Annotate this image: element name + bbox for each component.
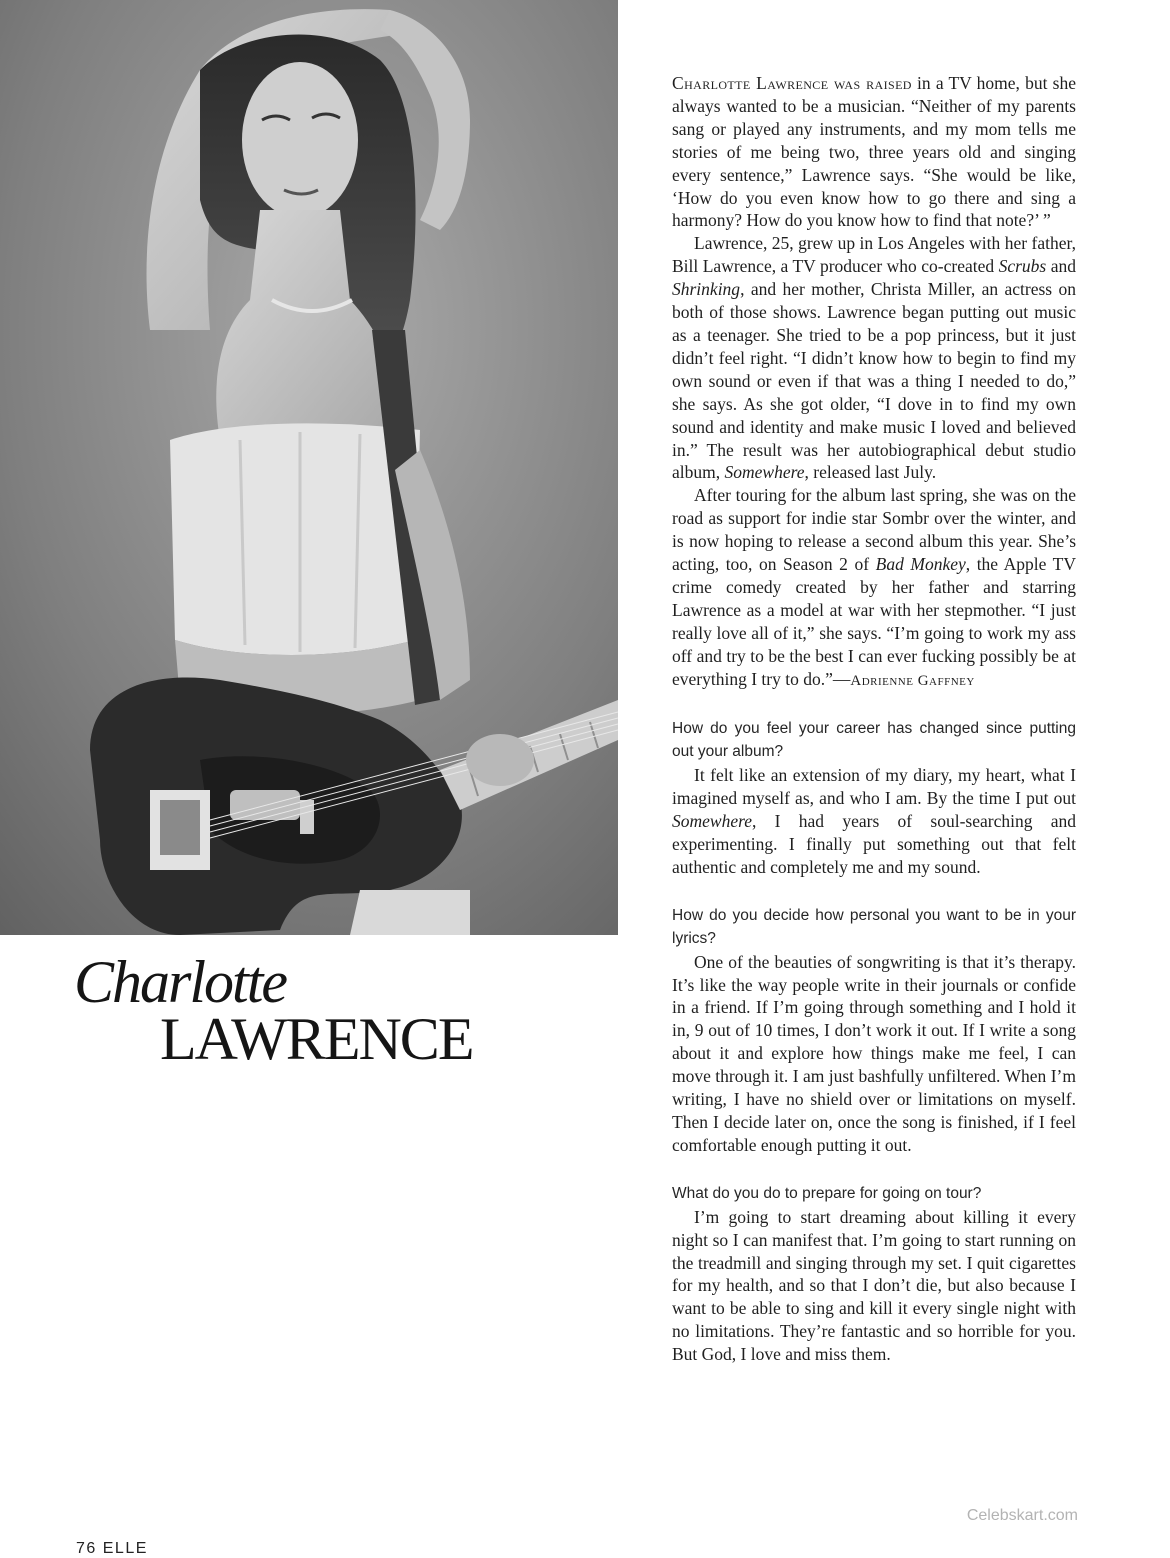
background-text-1: Lawrence, 25, grew up in Los Angeles with her father, Bill Lawrence, a TV producer who co-created — [672, 233, 1076, 277]
qa-block-2 — [672, 905, 1076, 1157]
touring-text-2: , the Apple TV crime comedy created by her father and starring Lawrence as a model at war with her stepmother. “I just really love all of it,” she says. “I’m going to work my ass off and try to be the best I can ever fucking possibly be at everything I try to do.”— — [672, 554, 1077, 689]
qa-block-1 — [672, 718, 1076, 878]
answer-2: One of the beauties of songwriting is that it’s therapy. It’s like the way people write in their journals or confide in a friend. If I’m going through something and I hold it in, 9 out of 10 times, I don’t work it out. If I write a song about it and explore how things make me feel, I can move through it. I am just bashfully unfiltered. When I’m writing, I have no shield over or limitations on myself. Then I decide later on, once the song is finished, if I feel comfortable enough putting it out. — [672, 951, 1076, 1155]
headline-last-name: LAWRENCE — [160, 1006, 473, 1072]
byline: Adrienne Gaffney — [850, 672, 975, 689]
album-title: Somewhere — [724, 462, 805, 483]
answer-1-album-title: Somewhere — [672, 811, 753, 832]
background-text-4: , released last July. — [804, 462, 937, 483]
question-2: How do you decide how personal you want to be in your lyrics? — [672, 906, 1076, 947]
answer-1-text-1: It felt like an extension of my diary, my heart, what I imagined myself as, and who I am. By the time I put out — [672, 765, 1076, 809]
background-paragraph — [672, 232, 1076, 484]
lead-in-smallcaps: Charlotte Lawrence was raised — [672, 73, 912, 93]
show-title-bad-monkey: Bad Monkey — [875, 554, 966, 575]
intro-paragraph — [672, 72, 1076, 232]
touring-text-1: After touring for the album last spring, she was on the road as support for indie star Sombr over the winter, and is now hoping to release a second album this year. She’s acting, too, on Season 2 of — [672, 485, 1076, 575]
page-folio: 76 ELLE — [76, 1540, 148, 1557]
watermark: Celebskart.com — [966, 1507, 1078, 1524]
headline-first-name: Charlotte — [74, 949, 287, 1015]
intro-text: in a TV home, but she always wanted to be a musician. “Neither of my parents sang or played any instruments, and my mom tells me stories of me being two, three years old and singing every sentence,” Lawrence says. “She would be like, ‘How do you even know how to go there and sing a harmony? How do you know how to find that note?’ ” — [672, 73, 1076, 231]
answer-1 — [672, 764, 1076, 879]
article-headline — [74, 949, 594, 1072]
portrait-illustration — [0, 0, 618, 935]
show-title-scrubs: Scrubs — [998, 256, 1047, 277]
portrait-photo — [0, 0, 618, 935]
qa-block-3 — [672, 1183, 1076, 1366]
question-3: What do you do to prepare for going on tour? — [672, 1184, 982, 1202]
show-title-shrinking: Shrinking — [672, 279, 741, 300]
answer-1-text-2: , I had years of soul-searching and experimenting. I finally put something out that felt authentic and completely me and my sound. — [672, 811, 1076, 877]
touring-paragraph — [672, 484, 1076, 692]
background-text-2: and — [1046, 256, 1076, 277]
question-1: How do you feel your career has changed since putting out your album? — [672, 720, 1076, 761]
answer-3: I’m going to start dreaming about killing it every night so I can manifest that. I’m going to start running on the treadmill and singing through my set. I quit cigarettes for my health, and so that I don’t die, but also because I want to be able to sing and kill it every single night with no limitations. They’re fantastic and so horrible for you. But God, I love and miss them. — [672, 1206, 1076, 1365]
background-text-3: , and her mother, Christa Miller, an actress on both of those shows. Lawrence began putting out music as a teenager. She tried to be a pop princess, but it just didn’t feel right. “I didn’t know how to begin to find my own sound or even if that was a thing I needed to do,” she says. As she got older, “I dove in to find my own sound and identity and make music I loved and believed in.” The result was her autobiographical debut studio album, — [672, 279, 1076, 483]
article-body — [672, 72, 1076, 1366]
